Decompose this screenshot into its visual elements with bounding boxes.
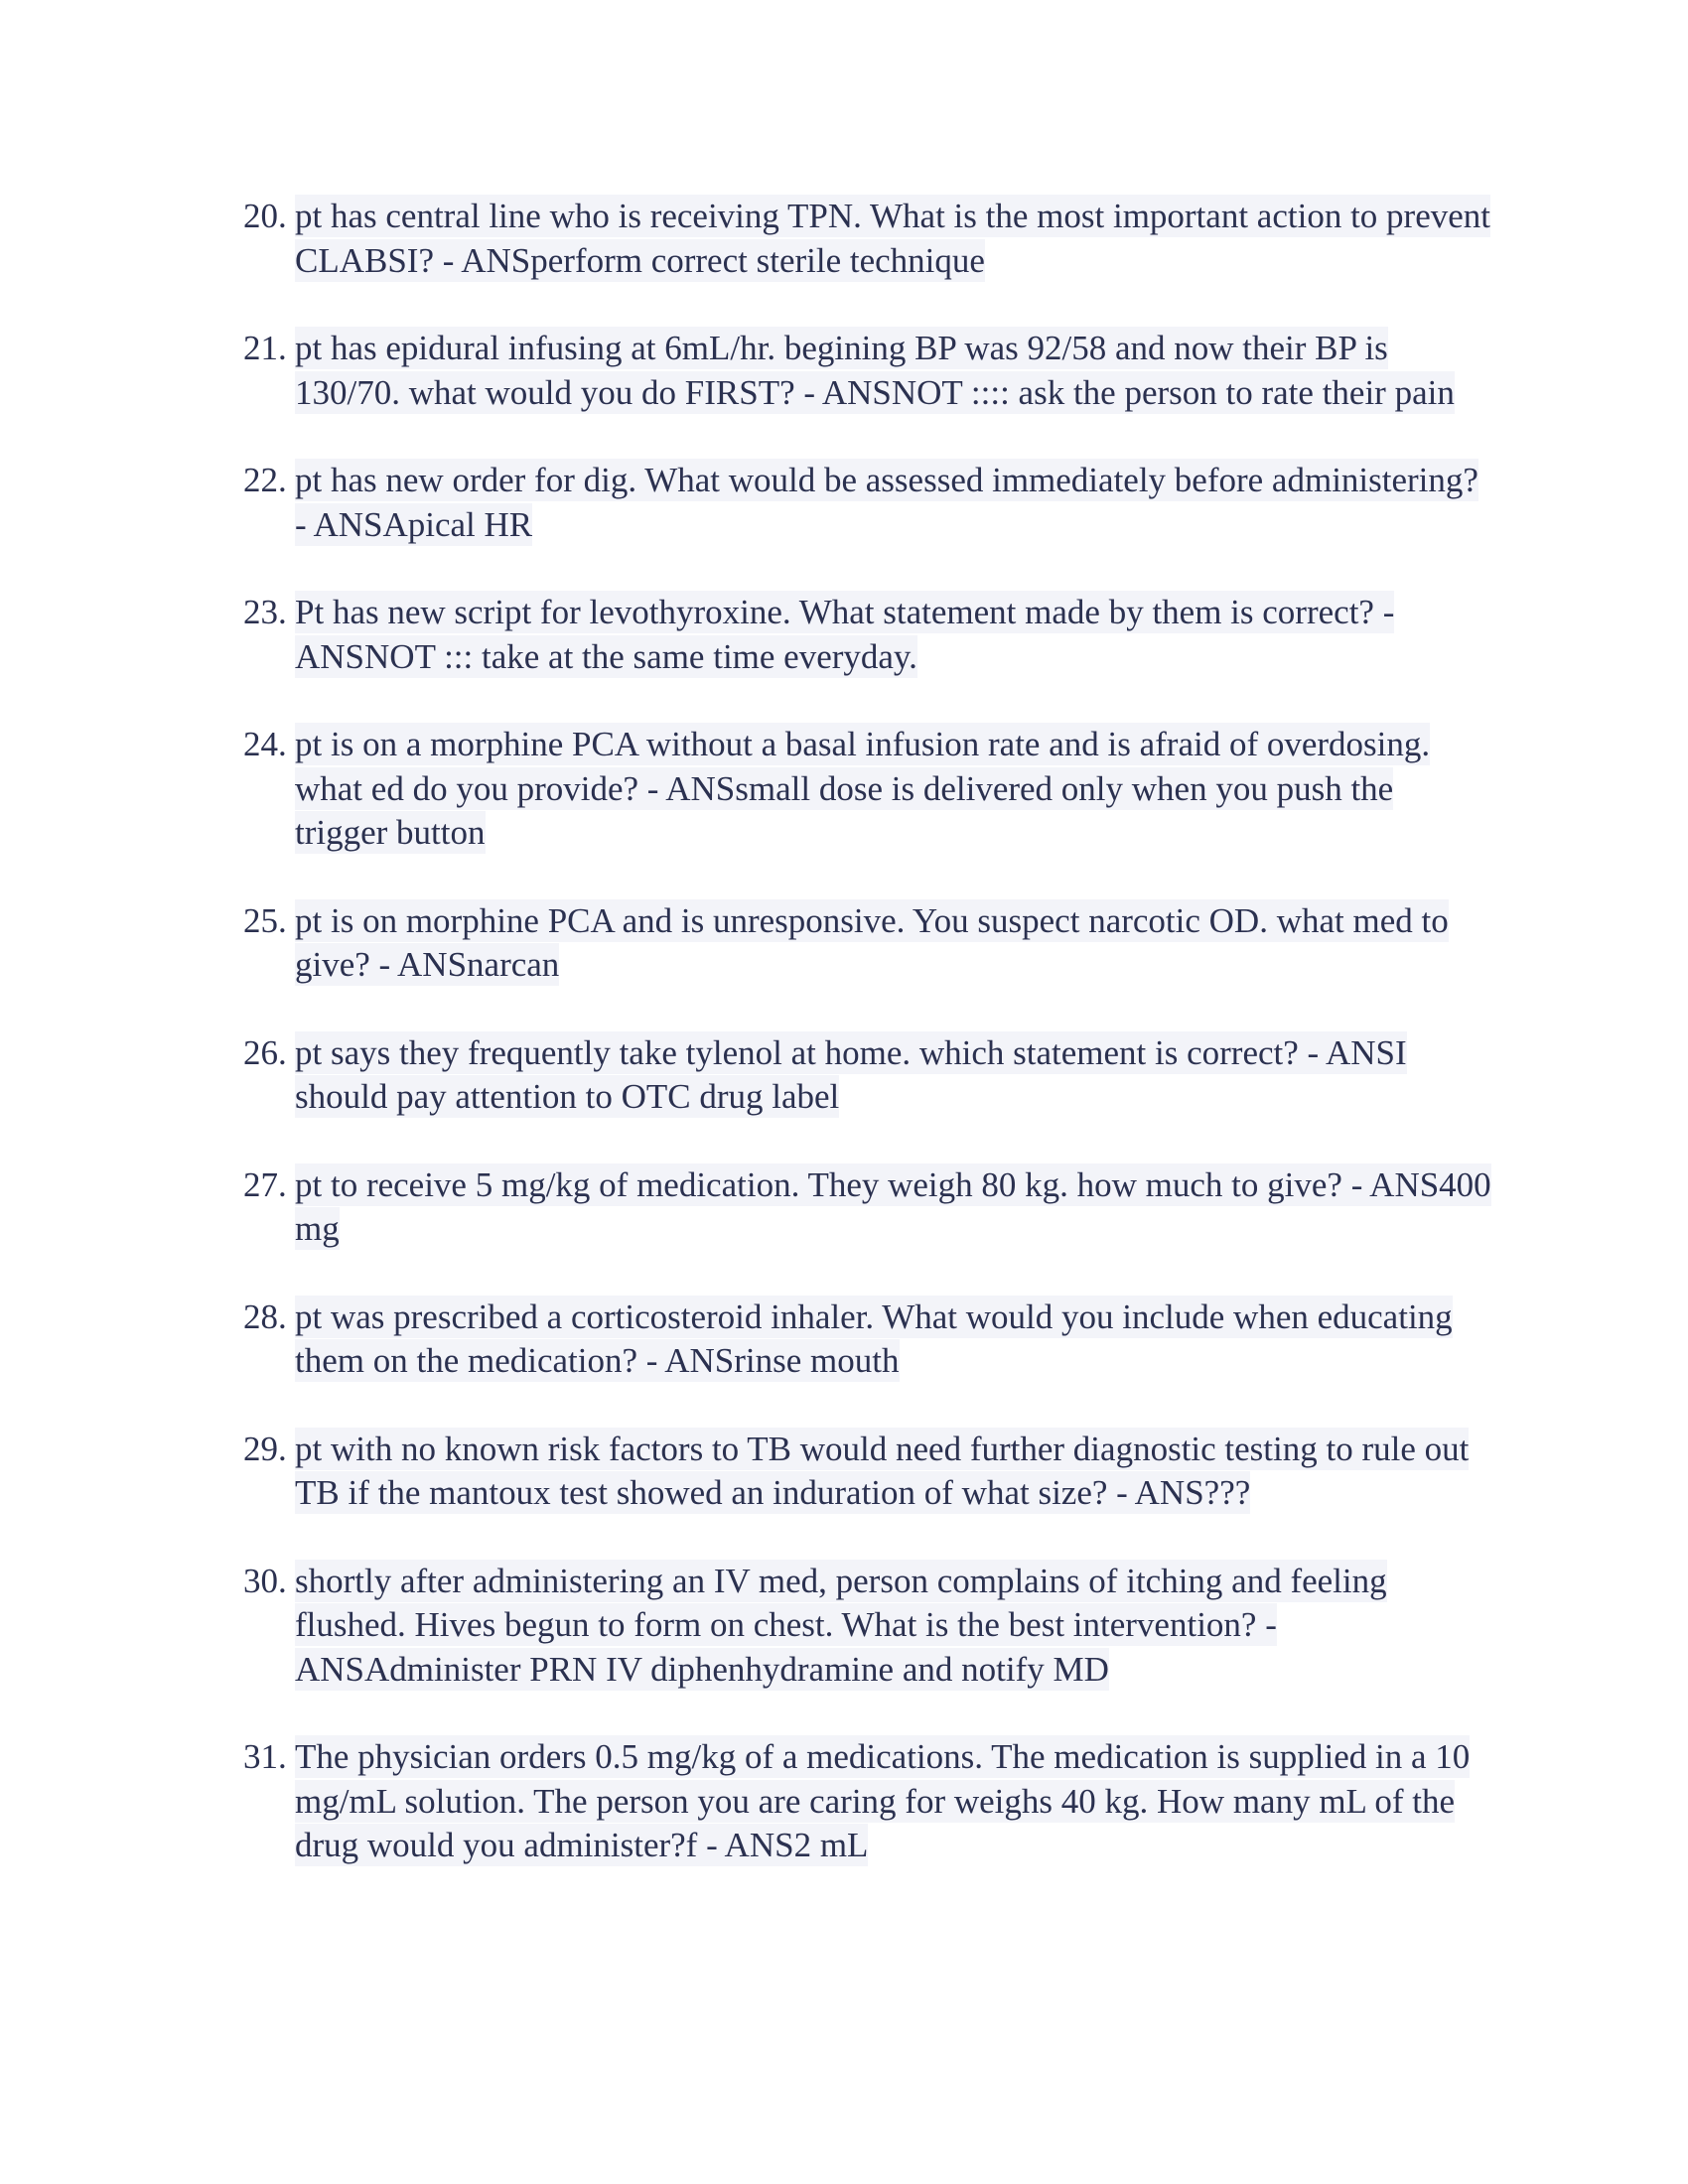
item-number: 21. bbox=[243, 329, 287, 367]
question-item bbox=[243, 1163, 1494, 1252]
item-number: 22. bbox=[243, 461, 287, 499]
item-text: The physician orders 0.5 mg/kg of a medications. The medication is supplied in a 10 mg/mL solution. The person you are caring for weighs 40 kg. How many mL of the drug would you administer?f - ANS2 mL bbox=[295, 1737, 1471, 1864]
item-text: pt is on a morphine PCA without a basal infusion rate and is afraid of overdosing. what ed do you provide? - ANSsmall dose is delivered only when you push the trigger button bbox=[295, 725, 1431, 852]
item-number: 29. bbox=[243, 1429, 287, 1468]
item-text: Pt has new script for levothyroxine. What statement made by them is correct? - ANSNOT ::: take at the same time everyday. bbox=[295, 593, 1395, 676]
item-number: 24. bbox=[243, 725, 287, 763]
item-number: 30. bbox=[243, 1561, 287, 1600]
question-item bbox=[243, 899, 1494, 988]
question-item bbox=[243, 1735, 1494, 1868]
item-number: 27. bbox=[243, 1164, 287, 1204]
item-number: 20. bbox=[243, 197, 287, 235]
item-text: pt to receive 5 mg/kg of medication. They weigh 80 kg. how much to give? - ANS400 mg bbox=[295, 1164, 1491, 1248]
question-item bbox=[243, 459, 1494, 547]
question-item bbox=[243, 1428, 1494, 1516]
item-number: 31. bbox=[243, 1737, 287, 1776]
question-item bbox=[243, 1031, 1494, 1120]
item-text: shortly after administering an IV med, person complains of itching and feeling flushed. Hives begun to form on chest. What is the best intervention? - ANSAdminister PRN IV diphenhydramine and notify MD bbox=[295, 1561, 1387, 1689]
question-item bbox=[243, 1560, 1494, 1693]
item-number: 26. bbox=[243, 1032, 287, 1072]
item-text: pt says they frequently take tylenol at home. which statement is correct? - ANSI should pay attention to OTC drug label bbox=[295, 1032, 1407, 1116]
question-item bbox=[243, 195, 1494, 283]
question-item bbox=[243, 1296, 1494, 1384]
item-text: pt has epidural infusing at 6mL/hr. begining BP was 92/58 and now their BP is 130/70. what would you do FIRST? - ANSNOT :::: ask the person to rate their pain bbox=[295, 329, 1455, 412]
question-item bbox=[243, 723, 1494, 856]
item-number: 28. bbox=[243, 1297, 287, 1336]
question-list bbox=[243, 195, 1494, 1912]
item-text: pt has central line who is receiving TPN. What is the most important action to prevent CLABSI? - ANSperform correct sterile technique bbox=[295, 197, 1490, 280]
item-number: 25. bbox=[243, 900, 287, 940]
question-item bbox=[243, 327, 1494, 415]
item-text: pt has new order for dig. What would be assessed immediately before administering? - ANSApical HR bbox=[295, 461, 1478, 544]
item-text: pt with no known risk factors to TB would need further diagnostic testing to rule out TB if the mantoux test showed an induration of what size? - ANS??? bbox=[295, 1429, 1470, 1512]
item-number: 23. bbox=[243, 593, 287, 631]
item-text: pt was prescribed a corticosteroid inhaler. What would you include when educating them on the medication? - ANSrinse mouth bbox=[295, 1297, 1453, 1380]
item-text: pt is on morphine PCA and is unresponsive. You suspect narcotic OD. what med to give? - ANSnarcan bbox=[295, 900, 1449, 984]
question-item bbox=[243, 591, 1494, 679]
